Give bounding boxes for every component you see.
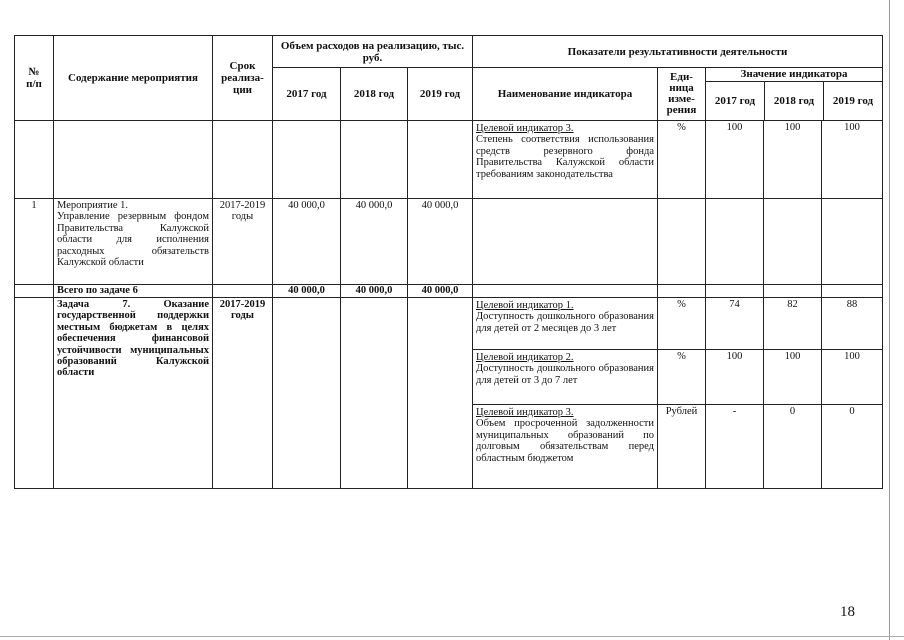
header-value-2019: 2019 год [832,95,874,107]
indicator-value-2018: 82 [764,298,822,350]
task-term: 2017-2019 годы [213,298,273,489]
indicator-value-2017: 100 [706,350,764,405]
indicator-title: Целевой индикатор 1. [476,300,574,311]
header-unit: Еди- ница изме- рения [658,68,706,121]
event-expense-2019: 40 000,0 [408,199,473,285]
indicator-text: Степень соответствия использования средств резервного фонда Правительства Калужской области требованиям законодательства [476,134,654,180]
indicator-text: Доступность дошкольного образования для детей от 2 месяцев до 3 лет [476,311,654,334]
table-row [15,121,883,199]
indicator-value-2018: 100 [764,350,822,405]
table-row [15,199,883,285]
indicator-cell [473,405,658,489]
indicator-value-2018: 100 [764,121,822,199]
header-indicator-value-group [706,68,883,121]
page-number: 18 [840,604,855,620]
indicator-value-2017: - [706,405,764,489]
total-label: Всего по задаче 6 [54,285,213,298]
program-table [14,35,883,489]
indicator-cell [473,298,658,350]
total-expense-2018: 40 000,0 [341,285,408,298]
scan-edge-line [889,0,890,640]
task-text: Задача 7. Оказание государственной поддержки местным бюджетам в целях обеспечения финансовой устойчивости муниципальных образований Калужской области [54,298,213,489]
header-value-2018: 2018 год [765,82,824,120]
header-expenses: Объем расходов на реализацию, тыс. руб. [273,36,473,68]
event-expense-2017: 40 000,0 [273,199,341,285]
header-indicator-value: Значение индикатора [706,68,882,82]
indicator-title: Целевой индикатор 3. [476,123,574,134]
indicator-cell [473,121,658,199]
indicator-unit: % [658,350,706,405]
scan-edge-line-bottom [0,636,904,637]
event-text: Мероприятие 1. Управление резервным фондом Правительства Калужской области для исполнения расходных обязательств Калужской области [54,199,213,285]
total-expense-2019: 40 000,0 [408,285,473,298]
indicator-text: Объем просроченной задолженности муниципальных образований по долговым обязательствам перед областным бюджетом [476,418,654,464]
event-num: 1 [15,199,54,285]
table-row [15,298,883,350]
indicator-value-2019: 100 [822,350,883,405]
indicator-unit: % [658,298,706,350]
header-indicator-name: Наименование индикатора [473,68,658,121]
event-term: 2017-2019 годы [213,199,273,285]
header-indicators: Показатели результативности деятельности [473,36,883,68]
header-content: Содержание мероприятия [54,36,213,121]
header-num: № п/п [15,36,54,121]
header-term: Срок реализа- ции [213,36,273,121]
indicator-value-2017: 74 [706,298,764,350]
table-row [15,285,883,298]
program-table-wrapper [14,35,883,489]
indicator-unit: Рублей [658,405,706,489]
header-2019: 2019 год [408,68,473,121]
indicator-text: Доступность дошкольного образования для детей от 3 до 7 лет [476,363,654,386]
indicator-value-2019: 0 [822,405,883,489]
header-2018: 2018 год [341,68,408,121]
indicator-title: Целевой индикатор 3. [476,407,574,418]
header-2017: 2017 год [273,68,341,121]
indicator-value-2018: 0 [764,405,822,489]
indicator-value-2019: 100 [822,121,883,199]
indicator-cell [473,350,658,405]
indicator-unit: % [658,121,706,199]
total-expense-2017: 40 000,0 [273,285,341,298]
indicator-value-2019: 88 [822,298,883,350]
header-value-2017: 2017 год [706,82,765,120]
indicator-value-2017: 100 [706,121,764,199]
indicator-title: Целевой индикатор 2. [476,352,574,363]
event-expense-2018: 40 000,0 [341,199,408,285]
